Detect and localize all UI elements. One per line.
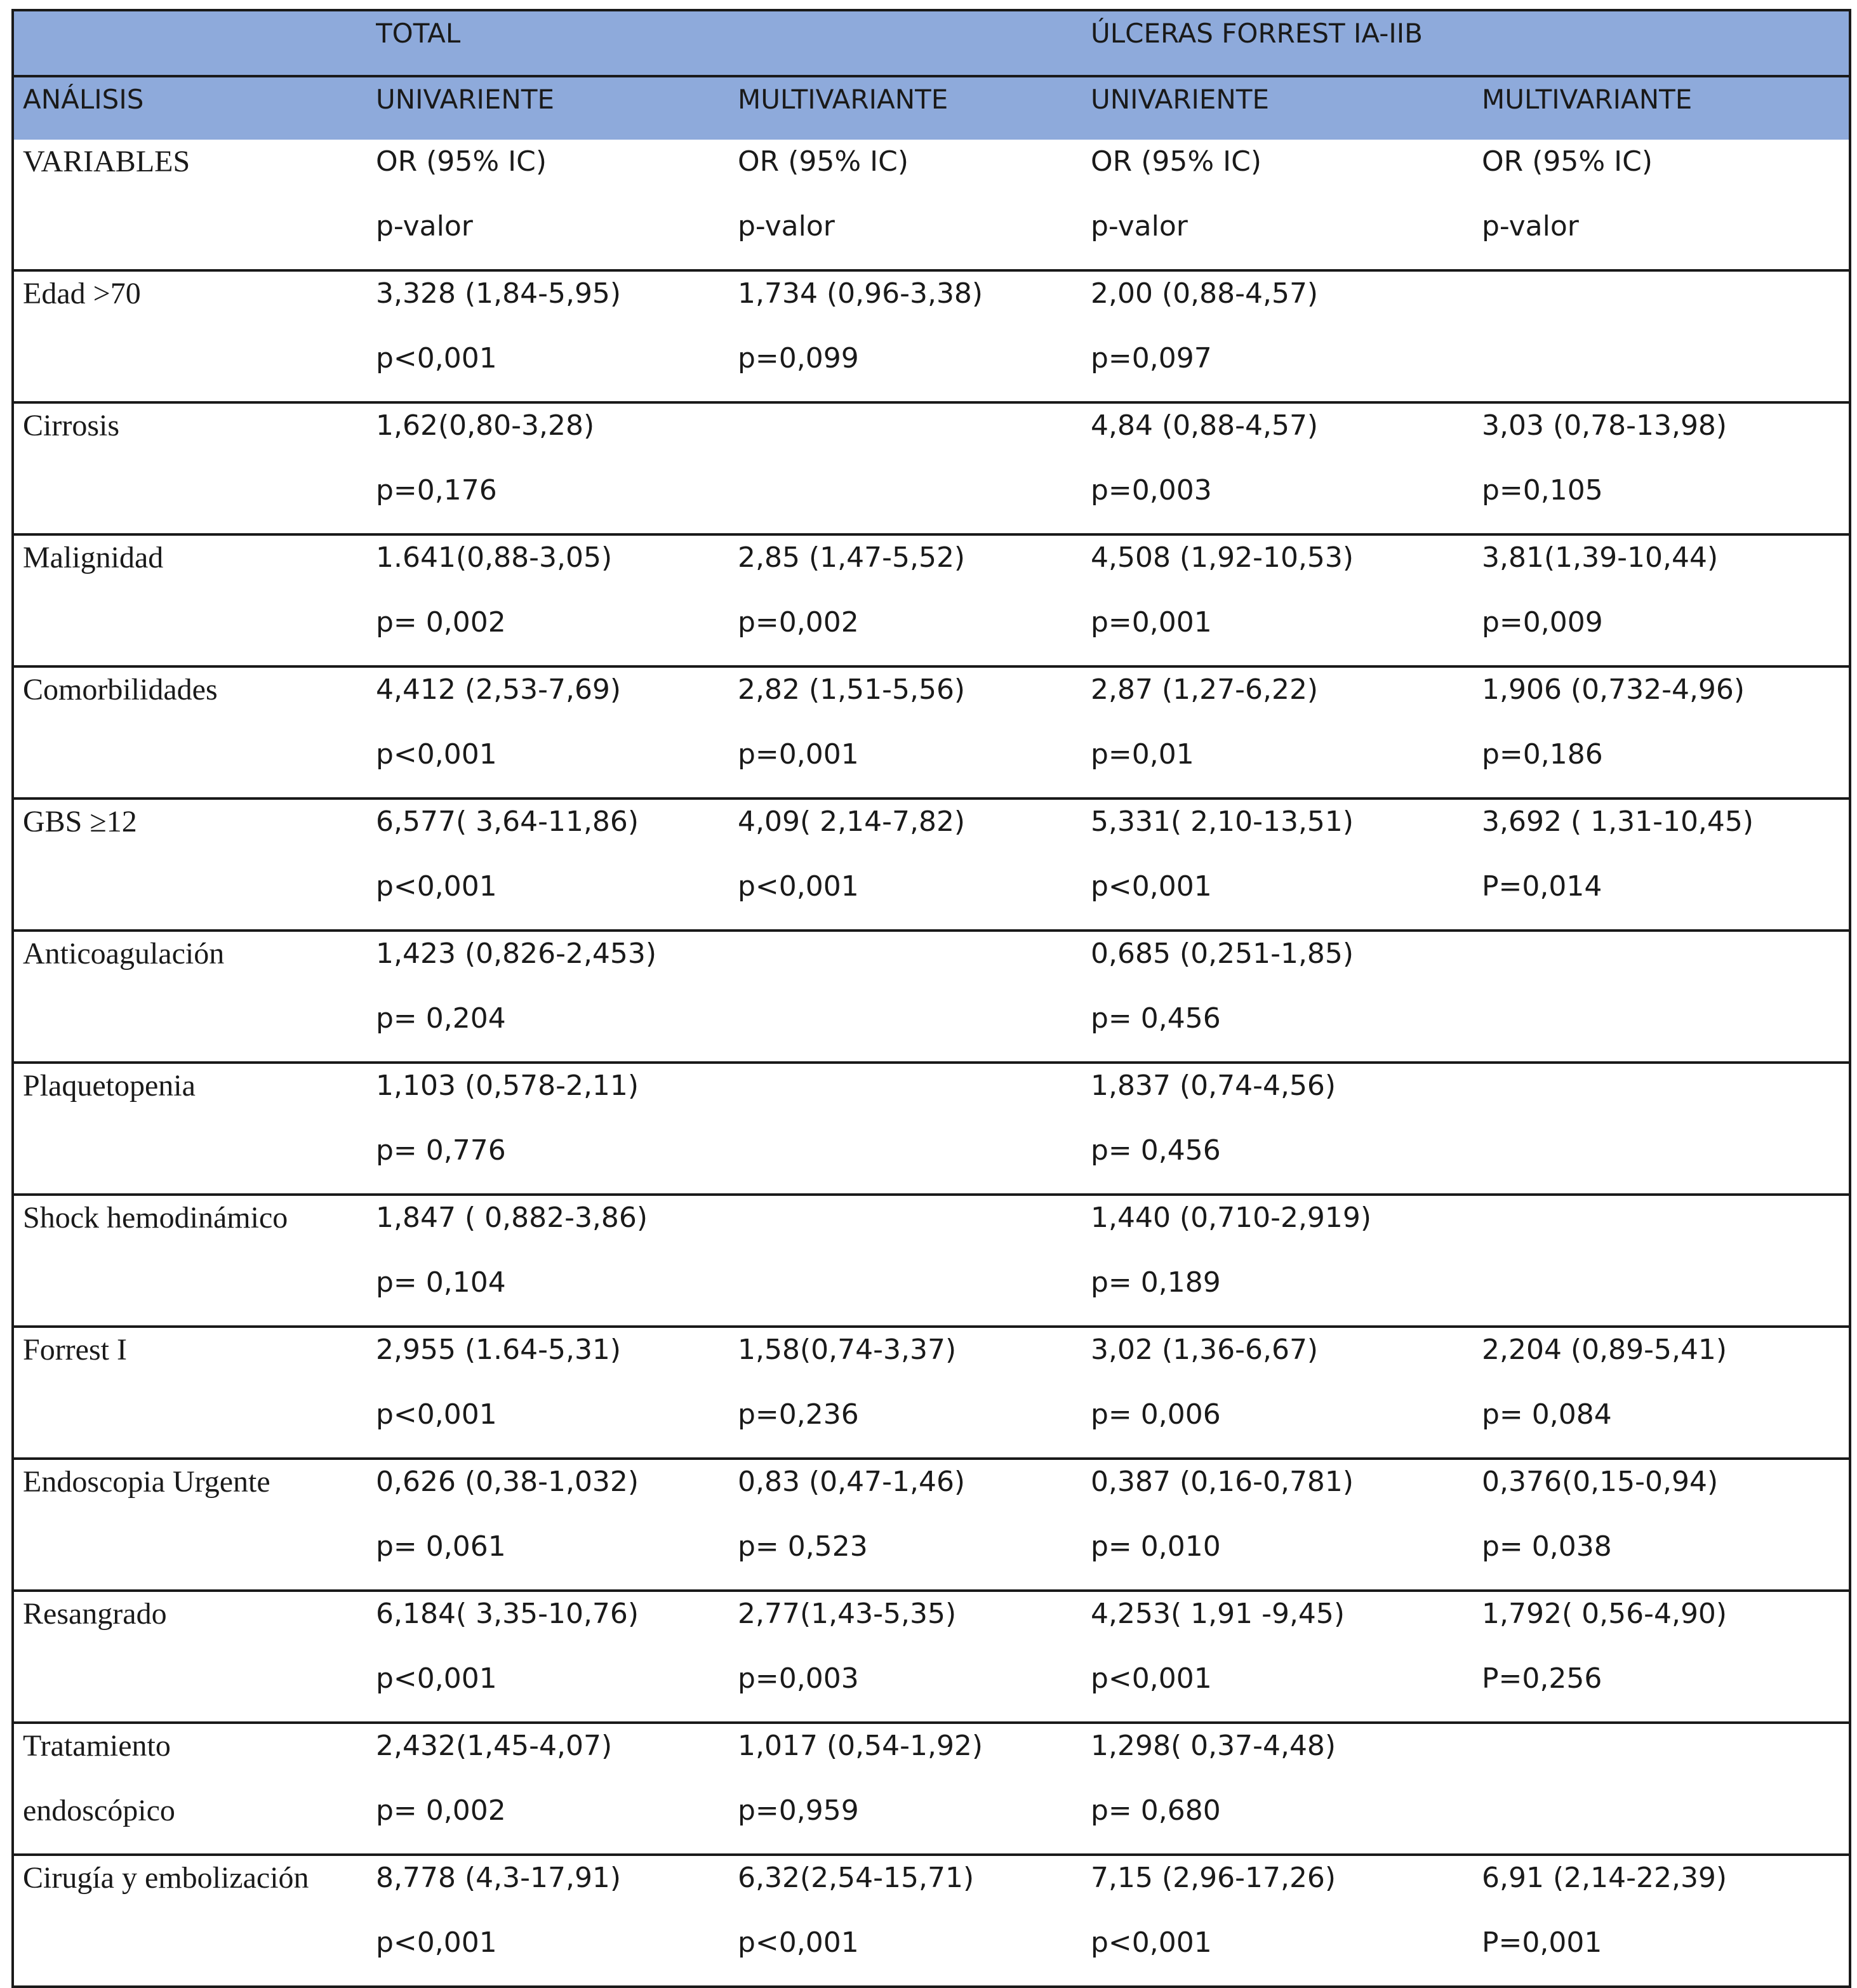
variable-label-cont — [23, 600, 376, 665]
variable-label: Plaquetopenia — [23, 1069, 196, 1103]
value-cell-2 — [738, 1855, 1091, 1987]
or-value: 2,85 (1,47-5,52) — [738, 541, 966, 574]
p-value: p= 0,680 — [1091, 1794, 1221, 1827]
variable-label-cont — [23, 1921, 376, 1985]
p-value — [738, 997, 1091, 1061]
value-cell-2 — [738, 1723, 1091, 1855]
value-cell-4 — [1482, 270, 1850, 402]
value-cell-2 — [738, 1591, 1091, 1723]
value-cell-2 — [738, 666, 1091, 799]
header-row-groups — [13, 10, 1850, 76]
value-cell-2 — [738, 1195, 1091, 1327]
or-value: 4,09( 2,14-7,82) — [738, 805, 966, 838]
header-row-analysis — [13, 76, 1850, 140]
variable-label: Endoscopia Urgente — [23, 1465, 270, 1499]
value-cell-1 — [376, 931, 738, 1063]
p-value: p= 0,523 — [738, 1530, 868, 1563]
value-cell-1 — [376, 402, 738, 534]
value-cell-3 — [1091, 931, 1482, 1063]
variable-label: Resangrado — [23, 1597, 167, 1631]
p-value: p=0,959 — [738, 1794, 859, 1827]
or-value — [1482, 272, 1849, 336]
p-value: p=0,105 — [1482, 474, 1603, 507]
p-value: p=0,186 — [1482, 738, 1603, 771]
subheader-cell-3 — [1091, 140, 1482, 270]
value-cell-2 — [738, 1459, 1091, 1591]
or-value: 1,440 (0,710-2,919) — [1091, 1202, 1372, 1234]
variable-label-cont — [23, 1129, 376, 1193]
table-row — [13, 1195, 1850, 1327]
or-value: 1,792( 0,56-4,90) — [1482, 1598, 1727, 1630]
p-value: p=0,003 — [1091, 474, 1212, 507]
p-value — [1482, 1129, 1849, 1193]
or-value: 3,02 (1,36-6,67) — [1091, 1334, 1319, 1366]
p-value — [1482, 1261, 1849, 1325]
or-value: 6,91 (2,14-22,39) — [1482, 1862, 1727, 1894]
value-cell-2 — [738, 931, 1091, 1063]
header-analisis: ANÁLISIS — [13, 76, 376, 140]
or-value: 1,423 (0,826-2,453) — [376, 938, 657, 970]
p-value: p=0,01 — [1091, 738, 1194, 771]
p-value: p=0,002 — [738, 606, 859, 639]
value-cell-3 — [1091, 666, 1482, 799]
or-value: 2,00 (0,88-4,57) — [1091, 277, 1319, 310]
p-value: p= 0,002 — [376, 606, 506, 639]
or-value: 6,577( 3,64-11,86) — [376, 805, 639, 838]
p-value: p=0,097 — [1091, 342, 1212, 374]
table-row — [13, 1063, 1850, 1195]
variable-label-cont — [23, 865, 376, 929]
p-value: p= 0,776 — [376, 1134, 506, 1167]
or-label: OR (95% IC) — [738, 145, 909, 178]
table-row — [13, 666, 1850, 799]
value-cell-2 — [738, 270, 1091, 402]
or-value: 2,432(1,45-4,07) — [376, 1730, 613, 1762]
or-value: 1,58(0,74-3,37) — [738, 1334, 957, 1366]
table-row — [13, 1327, 1850, 1459]
variable-label-cont — [23, 1657, 376, 1721]
or-label: OR (95% IC) — [376, 145, 547, 178]
p-value: p=0,003 — [738, 1662, 859, 1695]
value-cell-1 — [376, 1459, 738, 1591]
p-value: p= 0,010 — [1091, 1530, 1221, 1563]
or-value: 1,734 (0,96-3,38) — [738, 277, 983, 310]
value-cell-3 — [1091, 270, 1482, 402]
value-cell-3 — [1091, 1063, 1482, 1195]
value-cell-2 — [738, 1327, 1091, 1459]
or-value: 8,778 (4,3-17,91) — [376, 1862, 622, 1894]
subheader-row — [13, 140, 1850, 270]
p-value — [738, 1129, 1091, 1193]
variable-label-cont — [23, 997, 376, 1061]
p-label: p-valor — [376, 210, 473, 242]
header-univariante-total: UNIVARIENTE — [376, 76, 738, 140]
p-value: P=0,256 — [1482, 1662, 1602, 1695]
value-cell-4 — [1482, 1063, 1850, 1195]
or-value: 1,298( 0,37-4,48) — [1091, 1730, 1336, 1762]
or-value: 2,87 (1,27-6,22) — [1091, 673, 1319, 706]
p-value: p<0,001 — [376, 738, 497, 771]
value-cell-4 — [1482, 1327, 1850, 1459]
table-row — [13, 534, 1850, 666]
p-value — [738, 1261, 1091, 1325]
variable-cell — [13, 1327, 376, 1459]
p-value: p= 0,061 — [376, 1530, 506, 1563]
or-value: 2,955 (1.64-5,31) — [376, 1334, 622, 1366]
variable-cell — [13, 270, 376, 402]
variable-label: Comorbilidades — [23, 673, 218, 706]
p-value: p= 0,456 — [1091, 1134, 1221, 1167]
results-table — [11, 9, 1851, 1988]
p-value: p<0,001 — [1091, 1662, 1212, 1695]
p-value: p<0,001 — [376, 1662, 497, 1695]
p-value: p=0,001 — [1091, 606, 1212, 639]
table-row — [13, 1723, 1850, 1855]
or-value: 1,847 ( 0,882-3,86) — [376, 1202, 648, 1234]
p-value: P=0,001 — [1482, 1926, 1602, 1959]
variable-label: Malignidad — [23, 541, 164, 574]
or-value: 4,84 (0,88-4,57) — [1091, 409, 1319, 442]
p-value: p<0,001 — [376, 870, 497, 903]
or-value: 3,692 ( 1,31-10,45) — [1482, 805, 1754, 838]
value-cell-1 — [376, 1855, 738, 1987]
variable-cell — [13, 1459, 376, 1591]
p-value: p= 0,189 — [1091, 1266, 1221, 1299]
value-cell-3 — [1091, 402, 1482, 534]
table-row — [13, 1855, 1850, 1987]
or-value: 0,626 (0,38-1,032) — [376, 1466, 639, 1498]
value-cell-3 — [1091, 1723, 1482, 1855]
value-cell-4 — [1482, 1195, 1850, 1327]
value-cell-4 — [1482, 666, 1850, 799]
table-row — [13, 931, 1850, 1063]
or-value: 5,331( 2,10-13,51) — [1091, 805, 1354, 838]
p-value: p<0,001 — [376, 1926, 497, 1959]
value-cell-3 — [1091, 1327, 1482, 1459]
or-value: 1,103 (0,578-2,11) — [376, 1070, 639, 1102]
variable-label: Cirugía y embolización — [23, 1861, 309, 1895]
variable-cell — [13, 1063, 376, 1195]
value-cell-2 — [738, 799, 1091, 931]
value-cell-3 — [1091, 1855, 1482, 1987]
table-row — [13, 402, 1850, 534]
or-value: 0,685 (0,251-1,85) — [1091, 938, 1354, 970]
p-value — [738, 468, 1091, 533]
or-value: 1,62(0,80-3,28) — [376, 409, 595, 442]
or-value — [1482, 1064, 1849, 1129]
p-value: p= 0,002 — [376, 1794, 506, 1827]
value-cell-1 — [376, 666, 738, 799]
table-row — [13, 270, 1850, 402]
p-value: p<0,001 — [738, 870, 859, 903]
value-cell-4 — [1482, 534, 1850, 666]
value-cell-1 — [376, 1591, 738, 1723]
variables-text: VARIABLES — [23, 145, 190, 178]
or-value — [1482, 1196, 1849, 1261]
or-value: 0,376(0,15-0,94) — [1482, 1466, 1719, 1498]
value-cell-3 — [1091, 534, 1482, 666]
or-value — [738, 1196, 1091, 1261]
variable-cell — [13, 799, 376, 931]
p-value — [1482, 336, 1849, 401]
variable-cell — [13, 666, 376, 799]
value-cell-3 — [1091, 1591, 1482, 1723]
variables-label — [13, 140, 376, 270]
value-cell-4 — [1482, 799, 1850, 931]
variable-cell — [13, 1855, 376, 1987]
variable-cell — [13, 1723, 376, 1855]
or-value: 0,387 (0,16-0,781) — [1091, 1466, 1354, 1498]
value-cell-1 — [376, 534, 738, 666]
or-label: OR (95% IC) — [1482, 145, 1653, 178]
table-row — [13, 1591, 1850, 1723]
p-value: P=0,014 — [1482, 870, 1602, 903]
variable-label: GBS ≥12 — [23, 805, 137, 838]
or-value — [738, 932, 1091, 997]
value-cell-1 — [376, 1327, 738, 1459]
p-value: p<0,001 — [376, 1398, 497, 1431]
p-value: p= 0,084 — [1482, 1398, 1612, 1431]
variable-label-cont: endoscópico — [23, 1794, 175, 1827]
p-value: p= 0,204 — [376, 1002, 506, 1035]
header-empty-cell — [13, 10, 376, 76]
variable-cell — [13, 534, 376, 666]
variable-label: Anticoagulación — [23, 937, 225, 971]
variable-label: Edad >70 — [23, 277, 141, 310]
p-label: p-valor — [1091, 210, 1188, 242]
or-value — [1482, 1724, 1849, 1789]
variable-label-cont — [23, 1393, 376, 1457]
value-cell-4 — [1482, 1459, 1850, 1591]
value-cell-4 — [1482, 1723, 1850, 1855]
p-value: p= 0,006 — [1091, 1398, 1221, 1431]
p-value: p=0,009 — [1482, 606, 1603, 639]
value-cell-3 — [1091, 1195, 1482, 1327]
or-value — [1482, 932, 1849, 997]
variable-cell — [13, 1591, 376, 1723]
variable-label-cont — [23, 336, 376, 401]
table-row — [13, 799, 1850, 931]
variable-label-cont — [23, 1261, 376, 1325]
p-label: p-valor — [738, 210, 835, 242]
variable-label-cont — [23, 468, 376, 533]
p-value: p=0,176 — [376, 474, 497, 507]
header-univariante-forrest: UNIVARIENTE — [1091, 76, 1482, 140]
or-value: 3,81(1,39-10,44) — [1482, 541, 1719, 574]
value-cell-1 — [376, 799, 738, 931]
or-value: 0,83 (0,47-1,46) — [738, 1466, 966, 1498]
or-value: 4,508 (1,92-10,53) — [1091, 541, 1354, 574]
value-cell-2 — [738, 1063, 1091, 1195]
or-value: 1,837 (0,74-4,56) — [1091, 1070, 1336, 1102]
variable-cell — [13, 1195, 376, 1327]
or-value: 6,32(2,54-15,71) — [738, 1862, 975, 1894]
variable-label: Cirrosis — [23, 409, 120, 442]
table-row — [13, 1459, 1850, 1591]
value-cell-3 — [1091, 799, 1482, 931]
subheader-cell-2 — [738, 140, 1091, 270]
value-cell-1 — [376, 1063, 738, 1195]
value-cell-4 — [1482, 402, 1850, 534]
or-value: 3,03 (0,78-13,98) — [1482, 409, 1727, 442]
or-value: 2,204 (0,89-5,41) — [1482, 1334, 1727, 1366]
subheader-cell-1 — [376, 140, 738, 270]
value-cell-1 — [376, 1723, 738, 1855]
or-value: 4,412 (2,53-7,69) — [376, 673, 622, 706]
or-value: 1,906 (0,732-4,96) — [1482, 673, 1745, 706]
p-value: p=0,099 — [738, 342, 859, 374]
or-value: 7,15 (2,96-17,26) — [1091, 1862, 1336, 1894]
p-value — [1482, 997, 1849, 1061]
header-total: TOTAL — [376, 10, 1091, 76]
variable-label: Tratamiento — [23, 1729, 171, 1763]
value-cell-1 — [376, 270, 738, 402]
p-value: p=0,236 — [738, 1398, 859, 1431]
or-value — [738, 404, 1091, 468]
value-cell-2 — [738, 534, 1091, 666]
or-value: 3,328 (1,84-5,95) — [376, 277, 622, 310]
variable-label: Forrest I — [23, 1333, 127, 1367]
value-cell-2 — [738, 402, 1091, 534]
variable-label: Shock hemodinámico — [23, 1201, 288, 1235]
p-value: p<0,001 — [376, 342, 497, 374]
or-value: 1.641(0,88-3,05) — [376, 541, 613, 574]
variable-cell — [13, 402, 376, 534]
variable-label-cont — [23, 1525, 376, 1589]
value-cell-4 — [1482, 1855, 1850, 1987]
or-value: 2,77(1,43-5,35) — [738, 1598, 957, 1630]
or-value: 1,017 (0,54-1,92) — [738, 1730, 983, 1762]
header-multivariante-total: MULTIVARIANTE — [738, 76, 1091, 140]
header-forrest: ÚLCERAS FORREST IA-IIB — [1091, 10, 1850, 76]
or-value — [738, 1064, 1091, 1129]
p-value: p<0,001 — [1091, 1926, 1212, 1959]
or-value: 6,184( 3,35-10,76) — [376, 1598, 639, 1630]
value-cell-4 — [1482, 1591, 1850, 1723]
p-value: p=0,001 — [738, 738, 859, 771]
p-value: p= 0,038 — [1482, 1530, 1612, 1563]
variable-label-cont — [23, 732, 376, 797]
p-value — [1482, 1789, 1849, 1853]
p-label: p-valor — [1482, 210, 1579, 242]
or-label: OR (95% IC) — [1091, 145, 1262, 178]
p-value: p<0,001 — [1091, 870, 1212, 903]
value-cell-4 — [1482, 931, 1850, 1063]
header-multivariante-forrest: MULTIVARIANTE — [1482, 76, 1850, 140]
p-value: p= 0,456 — [1091, 1002, 1221, 1035]
p-value: p<0,001 — [738, 1926, 859, 1959]
subheader-cell-4 — [1482, 140, 1850, 270]
or-value: 4,253( 1,91 -9,45) — [1091, 1598, 1345, 1630]
value-cell-1 — [376, 1195, 738, 1327]
p-value: p= 0,104 — [376, 1266, 506, 1299]
or-value: 2,82 (1,51-5,56) — [738, 673, 966, 706]
variable-cell — [13, 931, 376, 1063]
value-cell-3 — [1091, 1459, 1482, 1591]
